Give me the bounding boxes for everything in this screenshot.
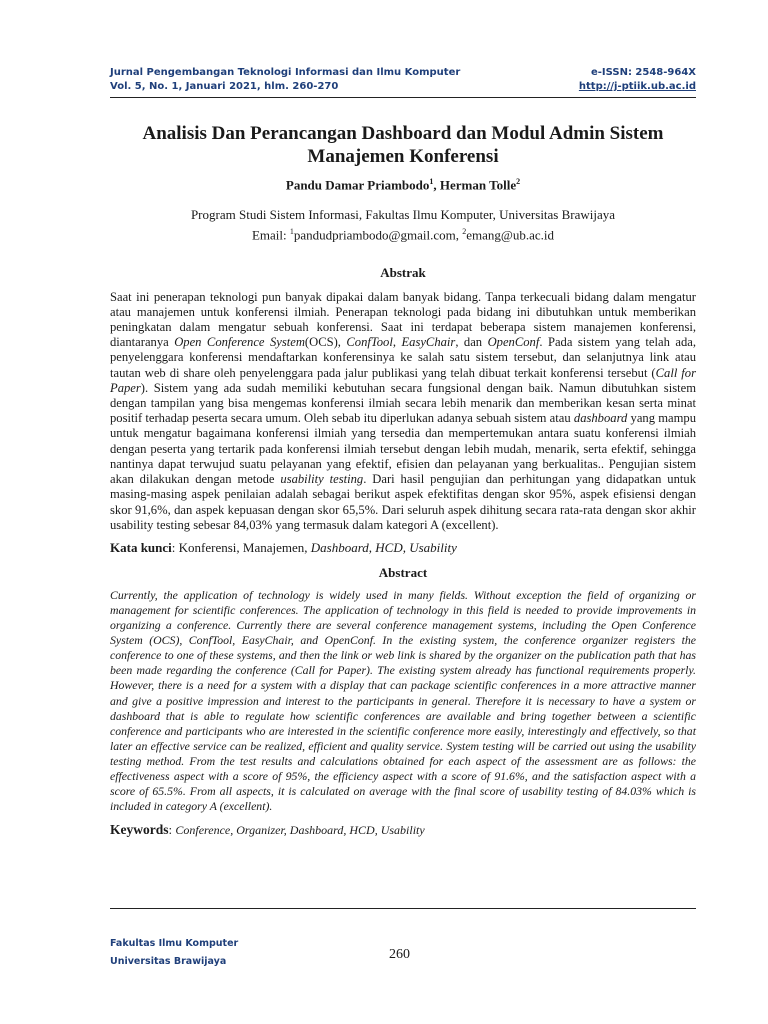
footer-institution: [110, 935, 238, 971]
email-1-mark: 1: [289, 227, 294, 237]
kata-kunci-label: Kata kunci: [110, 539, 172, 555]
keywords: [110, 822, 696, 838]
author-1: Pandu Damar Priambodo: [285, 177, 430, 193]
abstrak-body: [110, 290, 696, 533]
email-1: pandudpriambodo@gmail.com,: [293, 227, 463, 243]
abstrak-italic-5: Call for Paper: [110, 365, 697, 395]
journal-name: Jurnal Pengembangan Teknologi Informasi dan Ilmu Komputer: [110, 67, 461, 78]
header-divider: [110, 97, 696, 98]
journal-issn: e-ISSN: 2548-964X: [590, 67, 696, 78]
abstrak-italic-6: dashboard: [573, 411, 628, 426]
affiliation-block: [110, 206, 696, 243]
email-2-mark: 2: [462, 227, 467, 237]
abstrak-text-4: , dan: [455, 335, 488, 350]
author-list: [110, 177, 696, 193]
keywords-label: Keywords: [110, 822, 169, 838]
email-label: Email:: [251, 227, 290, 243]
kata-kunci-colon: :: [171, 539, 179, 555]
abstrak-text-1: Saat ini penerapan teknologi pun banyak dipakai dalam banyak bidang. Tanpa terkecuali bidang dalam mengatur atau manajemen untuk konferensi ilmiah. Penerapan teknologi pada bidang ini dibutuhkan untuk memberikan peningkatan dalam mengatur sebuah konferensi. Saat ini terdapat beberapa sistem manajemen konferensi, diantaranya: [110, 289, 696, 350]
abstrak-heading: Abstrak: [380, 264, 426, 280]
keywords-colon: :: [168, 822, 176, 838]
abstrak-italic-1: Open Conference System: [174, 335, 305, 350]
page-number: 260: [389, 947, 410, 962]
header-right: [579, 66, 696, 94]
footer-faculty: Fakultas Ilmu Komputer: [110, 938, 239, 949]
title-line-2: Manajemen Konferensi: [307, 146, 499, 167]
author-2: Herman Tolle: [439, 177, 517, 193]
title-line-1: Analisis Dan Perancangan Dashboard dan Modul Admin Sistem: [142, 123, 664, 144]
footer-divider: [110, 908, 696, 909]
abstrak-italic-2: ConfTool: [346, 335, 393, 350]
email-2: emang@ub.ac.id: [466, 227, 554, 243]
journal-header: [110, 66, 696, 94]
affiliation-emails: [110, 223, 696, 243]
abstract-heading: Abstract: [378, 564, 428, 580]
abstrak-text-2: (OCS),: [304, 335, 347, 350]
journal-volume: Vol. 5, No. 1, Januari 2021, hlm. 260-270: [110, 81, 339, 92]
author-1-affil-mark: 1: [429, 177, 434, 186]
paper-title: [110, 122, 696, 168]
abstrak-italic-3: EasyChair: [401, 335, 456, 350]
abstrak-text-3: ,: [392, 335, 402, 350]
abstrak-italic-7: usability testing: [280, 472, 364, 487]
abstrak-text-6: ). Sistem yang ada sudah memiliki kebutuhan secara fungsional dengan baik. Namun dibutuhkan sistem dengan tampilan yang bisa mengemas konferensi ilmiah secara lebih menarik dan memberikan kesan serta minat positif terhadap peserta secara umum. Oleh sebab itu diperlukan adanya sebuah sistem atau: [110, 380, 696, 426]
abstract-body: Currently, the application of technology is widely used in many fields. Without exception the field of organizing or management for scientific conferences. The application of technology in this field is needed to provide improvements in organizing a conference. Currently there are several conference management systems, including the Open Conference System (OCS), ConfTool, EasyChair, and OpenConf. In the existing system, the conference organizer registers the conference to one of these systems, and then the link or web link is shared by the organizer on the publication path that has been made regarding the conference (Call for Paper). The existing system already has functional requirements properly. However, there is a need for a system with a display that can package scientific conferences in a more attractive manner and give a positive impression and interest to the participants in general. Therefore it is necessary to have a system or dashboard that is able to regulate how scientific conferences are available and bring together between a scientific conference and participants who are interested in the scientific conference more easily, interestingly and effectively, so that later an effective service can be realized, efficient and quality service. System testing will be carried out using the usability testing method. From the test results and calculations obtained for each aspect of the assessment are as follows: the effectiveness aspect with a score of 95%, the efficiency aspect with a score of 91.6%, and the satisfaction aspect with a score of 65.5%. From all aspects, it is calculated on average with the final score of usability testing of 84.03% which is included in category A (excellent).: [110, 587, 696, 814]
abstrak-text-7: yang mampu untuk mengatur bagaimana konferensi ilmiah yang tersedia dan mempertemukan antara suatu konferensi ilmiah dengan peserta yang tertarik pada konferensi ilmiah tersebut dengan lebih mudah, menarik, serta efektif, sehingga nantinya dapat terwujud suatu pelayanan yang efektif, efisien dan pelayanan yang berkualitas.. Pengujian sistem akan dilakukan dengan metode: [110, 411, 696, 487]
kata-kunci-plain: Konferensi, Manajemen,: [178, 539, 311, 555]
author-2-affil-mark: 2: [516, 177, 521, 186]
header-left: [110, 66, 460, 94]
footer-university: Universitas Brawijaya: [110, 956, 227, 967]
journal-url-link[interactable]: http://j-ptiik.ub.ac.id: [578, 81, 696, 92]
abstrak-text-5: . Pada sistem yang telah ada, penyelenggara konferensi mendaftarkan konferensinya ke salah satu sistem tersebut, dan selanjutnya link atau tautan web di share oleh penyelenggara pada jalur publikasi yang telah dibuat terkait konferensi tersebut (: [110, 335, 696, 380]
author-separator: ,: [433, 177, 440, 193]
kata-kunci: [110, 540, 696, 556]
keywords-value: Conference, Organizer, Dashboard, HCD, Usability: [175, 823, 425, 838]
affiliation-program: Program Studi Sistem Informasi, Fakultas Ilmu Komputer, Universitas Brawijaya: [190, 207, 616, 223]
abstrak-text-8: . Dari hasil pengujian dan perhitungan yang didapatkan untuk masing-masing aspek penilaian adalah sebagai berikut aspek efektifitas dengan skor 95%, aspek efisiensi dengan skor 91,6%, dan aspek kepuasan dengan skor 65,5%. Dari seluruh aspek dihitung secara rata-rata dengan skor akhir usability testing sebesar 84,03% yang termasuk dalam kategori A (excellent).: [110, 472, 696, 532]
abstrak-italic-4: OpenConf: [487, 335, 540, 350]
kata-kunci-italic: Dashboard, HCD, Usability: [310, 539, 457, 555]
